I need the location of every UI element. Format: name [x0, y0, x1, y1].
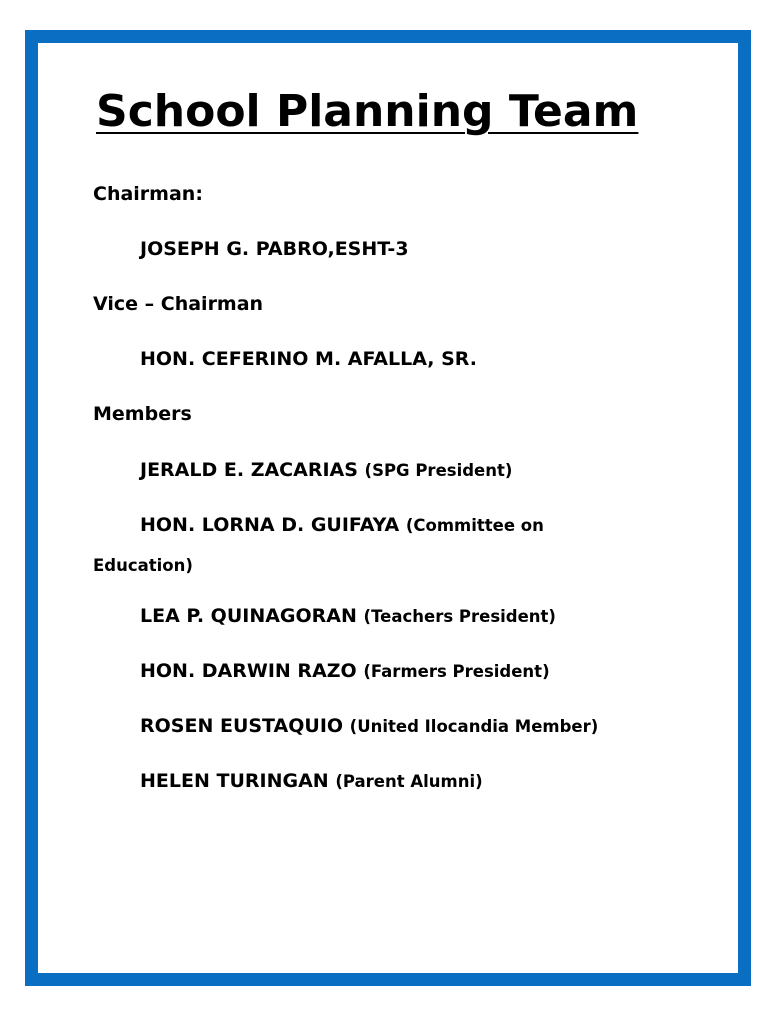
member-name: LEA P. QUINAGORAN — [140, 605, 357, 627]
member-role: (Parent Alumni) — [335, 772, 483, 791]
member-item — [140, 458, 512, 483]
member-item — [140, 513, 544, 538]
vice-chairman-name: HON. CEFERINO M. AFALLA, SR. — [140, 348, 477, 370]
chairman-name: JOSEPH G. PABRO,ESHT-3 — [140, 238, 409, 260]
member-role: (Teachers President) — [363, 607, 556, 626]
member-role: (United Ilocandia Member) — [349, 717, 599, 736]
page-title: School Planning Team — [96, 86, 639, 137]
member-name: ROSEN EUSTAQUIO — [140, 715, 344, 737]
member-name: JERALD E. ZACARIAS — [140, 459, 358, 481]
member-role: (Farmers President) — [363, 662, 550, 681]
member-item — [140, 769, 483, 794]
member-name: HON. DARWIN RAZO — [140, 660, 357, 682]
members-heading: Members — [93, 403, 192, 425]
member-role: (Committee on — [405, 516, 544, 535]
page-border-frame — [25, 30, 751, 986]
vice-chairman-heading: Vice – Chairman — [93, 293, 264, 315]
member-item — [140, 714, 598, 739]
member-role-continued: Education) — [93, 556, 193, 575]
member-role: (SPG President) — [364, 461, 513, 480]
member-name: HON. LORNA D. GUIFAYA — [140, 514, 400, 536]
member-item — [140, 604, 556, 629]
member-name: HELEN TURINGAN — [140, 770, 329, 792]
chairman-heading: Chairman: — [93, 183, 203, 205]
member-item — [140, 659, 550, 684]
